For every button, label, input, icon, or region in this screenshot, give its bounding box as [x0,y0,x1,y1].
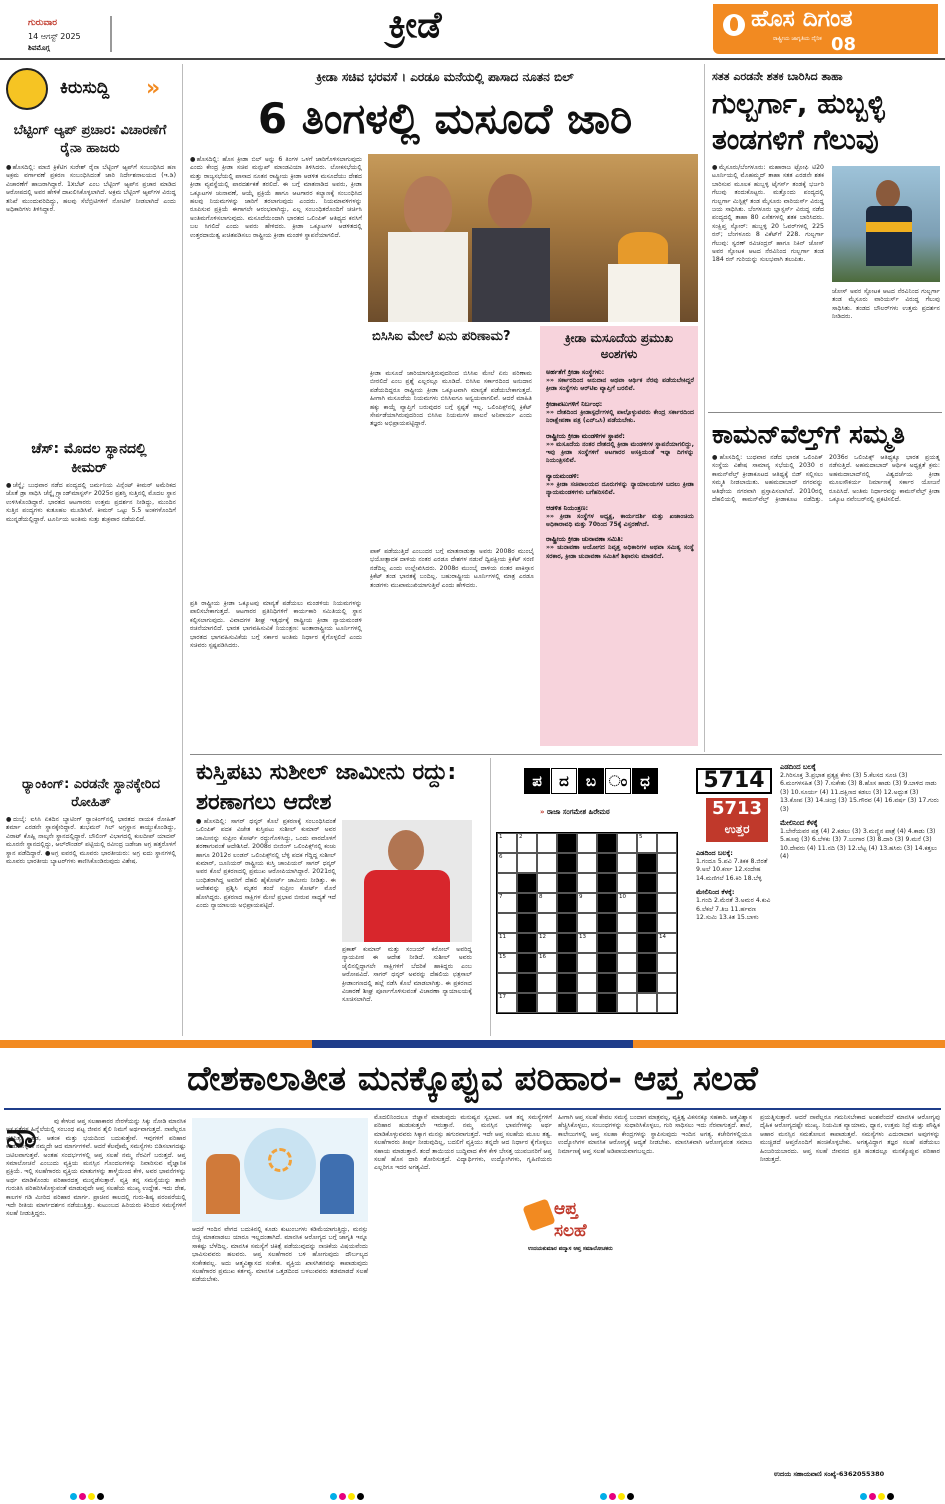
crossword-cell [617,873,637,893]
crossword-cell [577,953,597,973]
crossword-black-cell [557,853,577,873]
feature-col-1: ವು ಕೇಳುವ ಆಪ್ತ ಸಲಹಾಕಾರರ ನೇರಳೆಯನ್ನು ಸಿಕ್ಕು ನೋಡಿ ಮಾನಸಿಕ ಅಸ್ವಸ್ಥತೆಗಳ ಹಿನ್ನೆಲೆಯಲ್ಲಿ ಸಂಬಂಧ ಪಟ್ಟ ಜೀವನ ಶೈಲಿ ನಿಮಗೆ ಅರ್ಥವಾಗುತ್ತದೆ. ನಾವೆಲ್ಲರೂ ಪ್ರತಿನಿತ್ಯ ಒತ್ತಡ, ಆತಂಕ ಮತ್ತು ಭಯದಿಂದ ಬದುಕುತ್ತೇವೆ. ಇವುಗಳಿಗೆ ಪರಿಹಾರ ಕಂಡುಕೊಳ್ಳಲು ನಮ್ಮದೇ ಆದ ಮಾರ್ಗಗಳಿವೆ. ಆದರೆ ಕೆಲವೊಮ್ಮೆ ಸಮಸ್ಯೆಗಳು ಬಿಡಿಸಲಾಗದಷ್ಟು ಜಟಿಲವಾಗುತ್ತವೆ. ಅಂತಹ ಸಂದರ್ಭಗಳಲ್ಲಿ ಆಪ್ತ ಸಲಹೆ ನಮ್ಮ ನೆರವಿಗೆ ಬರುತ್ತದೆ. ಆಪ್ತ ಸಮಾಲೋಚನೆ ಎಂಬುದು ವ್ಯಕ್ತಿಯ ಮನಸ್ಸಿನ ಗೊಂದಲಗಳನ್ನು ನಿವಾರಿಸುವ ವೈಜ್ಞಾನಿಕ ಪ್ರಕ್ರಿಯೆ. ಇಲ್ಲಿ ಸಲಹೆಗಾರರು ವ್ಯಕ್ತಿಯ ಮಾತುಗಳನ್ನು ತಾಳ್ಮೆಯಿಂದ ಕೇಳಿ, ಅವರ ಭಾವನೆಗಳನ್ನು ಅರ್ಥ ಮಾಡಿಕೊಂಡು ಪರಿಹಾರದತ್ತ ಮುನ್ನಡೆಸುತ್ತಾರೆ. ವ್ಯಕ್ತಿ ತನ್ನ ಸಮಸ್ಯೆಯನ್ನು ತಾನೇ ಗುರುತಿಸಿ ಪರಿಹರಿಸಿಕೊಳ್ಳುವಂತೆ ಮಾಡುವುದೇ ಆಪ್ತ ಸಲಹೆಯ ಮುಖ್ಯ ಉದ್ದೇಶ. ಇದು ದೇಶ, ಕಾಲಗಳ ಗಡಿ ಮೀರಿದ ಪರಿಹಾರ ಮಾರ್ಗ. ಪ್ರಾಚೀನ ಕಾಲದಲ್ಲಿ ಗುರು-ಶಿಷ್ಯ ಪರಂಪರೆಯಲ್ಲಿ ಇದೇ ರೀತಿಯ ಮಾರ್ಗದರ್ಶನ ನಡೆಯುತ್ತಿತ್ತು. ಕುಟುಂಬದ ಹಿರಿಯರು ಕಿರಿಯರ ಸಮಸ್ಯೆಗಳಿಗೆ ಸಲಹೆ ನೀಡುತ್ತಿದ್ದರು. [6,1118,186,1218]
answers-block [696,848,774,1036]
section-rule [708,412,942,413]
crossword-cell [617,973,637,993]
crossword-black-cell [517,913,537,933]
crossword-cell [577,833,597,853]
answers-across: 1.ಗಂದೂ 5.ಪವಿ 7.ತಿಕಕ 8.ಜಿರತೆ 9.ಅಲೆ 10.ಕರ್ಣ 12.ಸಂದೇಹ 14.ಮಣಿಗಲೆ 16.ಕಿರಿ 18.ಬೆಳ್ಳಿ [696,858,768,882]
crossword-cell [537,833,557,853]
clues-across: 2.ಗಿರಿಸೂಕ್ತ 3.ಪ್ರಭಾತ ಪ್ರತ್ಯಕ್ಷ ಕೇಳು (3) 5.ಕೆಲಸದ ಸೂಚಿ (3) 6.ಮಂಗಳಸಹಿತ (3) 7.ಸುಕೇತು (3) 8.ಹೊಸ ಹಾಡು (3) 9.ಬಾಳಿದ ನಾಡು (3) 10.ಸೂರ್ಯ (4) 11.ದಕ್ಷಿಣದ ಕಡಲು (3) 12.ಅದ್ಭುತ (3) 13.ಕೋಪ (3) 14.ಚಂದ್ರ (3) 15.ಗೌರವ (4) 16.ವರ್ಷ (3) 17.ಗುರು (3) [780,772,939,813]
feature-dropcap: ನಾ [6,1116,37,1156]
crossword-cell [537,933,557,953]
parliament-photo [368,154,698,322]
crossword-cell-number: 12 [539,934,546,940]
crossword-title-char: ಪ [524,768,550,794]
crossword-cell [657,993,677,1013]
bill-point-head: ಆಡಳಿತ ನಿಯಂತ್ರಣ: [546,503,589,512]
crossword-black-cell [597,953,617,973]
crossword-black-cell [557,833,577,853]
crossword-cell-number: 13 [579,934,586,940]
crossword-title-char: ಧ [632,768,658,794]
crossword-cell [617,853,637,873]
crossword-cell [577,893,597,913]
bill-point-body: »» ಚುನಾವಣಾ ಆಯೋಗದ ನಿವೃತ್ತ ಅಧಿಕಾರಿಗಳ ಅಥವಾ ಸಮಿತ್ಯ ಸಂಸ್ಥೆ ಸರಕಾರ, ಕ್ರೀಡಾ ಚುನಾವಣಾ ಸಮಿತಿಗೆ ಶಿಫಾರಸು ಮಾಡಲಿದೆ. [546,544,694,560]
thumbs-icon [6,68,48,110]
crossword-cell [497,993,517,1013]
crossword-cell [577,853,597,873]
section-title: ಕ್ರೀಡೆ [388,5,442,46]
crossword-cell [657,893,677,913]
kiru-item-2-head: ಚೆಸ್: ಮೊದಲ ಸ್ಥಾನದಲ್ಲಿ ಕೀಮರ್ [31,441,147,476]
crossword-black-cell [637,953,657,973]
crossword-cell [657,853,677,873]
bill-body-1: ●ಹೊಸದಿಲ್ಲಿ: ಹೊಸ ಕ್ರೀಡಾ ಬಿಲ್ ಅನ್ನು 6 ತಿಂಗಳ ಒಳಗೆ ಜಾರಿಗೊಳಿಸಲಾಗುವುದು ಎಂದು ಕೇಂದ್ರ ಕ್ರೀಡಾ ಸಚಿವ ಮನ್ಸುಖ್ ಮಾಂಡವಿಯಾ ತಿಳಿಸಿದರು. ಲೋಕಸಭೆಯಲ್ಲಿ ಮತ್ತು ರಾಜ್ಯಸಭೆಯಲ್ಲಿ ಪಾಸಾದ ನೂತನ ರಾಷ್ಟ್ರೀಯ ಕ್ರೀಡಾ ಆಡಳಿತ ಮಸೂದೆಯು ದೇಶದ ಕ್ರೀಡಾ ವ್ಯವಸ್ಥೆಯಲ್ಲಿ ಪಾರದರ್ಶಕತೆ ತರಲಿದೆ. ಈ ಬಗ್ಗೆ ಮಾತನಾಡಿದ ಅವರು, ಕ್ರೀಡಾ ಒಕ್ಕೂಟಗಳ ಚುನಾವಣೆ, ಆಯ್ಕೆ ಪ್ರಕ್ರಿಯೆ ಹಾಗೂ ಆಟಗಾರರ ಕಲ್ಯಾಣಕ್ಕೆ ಸಂಬಂಧಿಸಿದ ಹಲವು ನಿಯಮಗಳನ್ನು ಜಾರಿಗೆ ತರಲಾಗುವುದು ಎಂದರು. ನಿಯಮಾವಳಿಗಳನ್ನು ರೂಪಿಸುವ ಪ್ರಕ್ರಿಯೆ ಈಗಾಗಲೇ ಆರಂಭವಾಗಿದ್ದು, ಎಲ್ಲ ಸಂಬಂಧಿತರೊಂದಿಗೆ ಚರ್ಚಿಸಿ ಅಂತಿಮಗೊಳಿಸಲಾಗುವುದು. ಮಸೂದೆಯಿಂದಾಗಿ ಭಾರತದ ಒಲಿಂಪಿಕ್ ಆತಿಥ್ಯದ ಕನಸಿಗೆ ಬಲ ಸಿಗಲಿದೆ ಎಂದು ಅವರು ಹೇಳಿದರು. ಕ್ರೀಡಾ ಒಕ್ಕೂಟಗಳ ಆಡಳಿತದಲ್ಲಿ ಉತ್ತರದಾಯಿತ್ವ ಖಚಿತಪಡಿಸಲು ರಾಷ್ಟ್ರೀಯ ಕ್ರೀಡಾ ಮಂಡಳಿ ಸ್ಥಾಪನೆಯಾಗಲಿದೆ. [190,156,362,239]
bill-body-3: ಪಾಕ್ ಪಡೆಯುತ್ತಿದೆ ಎಂಬುದರ ಬಗ್ಗೆ ಮಾತನಾಡುತ್ತಾ ಅವರು 2008ರ ಮುಂಬೈ ಭಯೋತ್ಪಾದಕ ದಾಳಿಯ ನಂತರ ಎರಡೂ ದೇಶಗಳ ನಡುವೆ ದ್ವಿಪಕ್ಷೀಯ ಕ್ರಿಕೆಟ್ ಸರಣಿ ನಡೆದಿಲ್ಲ ಎಂದು ಉಲ್ಲೇಖಿಸಿದರು. 2008ರ ಮುಂಬೈ ದಾಳಿಯ ನಂತರ ಪಾಕಿಸ್ತಾನ ಕ್ರಿಕೆಟ್ ತಂಡ ಭಾರತಕ್ಕೆ ಬಂದಿಲ್ಲ. ಬಹುರಾಷ್ಟ್ರೀಯ ಟೂರ್ನಿಗಳಲ್ಲಿ ಮಾತ್ರ ಎರಡೂ ತಂಡಗಳು ಮುಖಾಮುಖಿಯಾಗುತ್ತಿವೆ ಎಂದು ಹೇಳಿದರು. [370,548,534,589]
crossword-cell [637,993,657,1013]
bill-points-title: ಕ್ರೀಡಾ ಮಸೂದೆಯ ಪ್ರಮುಖ ಅಂಶಗಳು [564,331,674,361]
helpline: ಉದಯ ಸಹಾಯವಾಣಿ ಸಂಖ್ಯೆ-6362055380 [774,1470,885,1478]
crossword-cell [537,873,557,893]
crossword-cell [577,933,597,953]
flame-logo-icon [723,14,745,36]
crossword-black-cell [597,913,617,933]
feature-headline: ದೇಶಕಾಲಾತೀತ ಮನಕ್ಕೊಪ್ಪುವ ಪರಿಹಾರ- ಆಪ್ತ ಸಲಹೆ [187,1059,758,1099]
crossword-author-name: ರಾಜಾ ಸಂಗಮೇಶ ಹಿರೇಮಠ [546,808,610,816]
crossword-black-cell [637,913,657,933]
arrow-icon: » [540,808,545,816]
sushil-body-2: ಪ್ರಕಾಶ್ ಕುಮಾರ್ ಮತ್ತು ಸಂಜಯ್ ಕರೋಲ್ ಅವರಿದ್ದ ನ್ಯಾಯಪೀಠ ಈ ಆದೇಶ ನೀಡಿದೆ. ಸುಶೀಲ್ ಅವರು ಜೈಲಿನಲ್ಲಿದ್ದಾಗಲೇ ಸಾಕ್ಷಿಗಳಿಗೆ ಬೆದರಿಕೆ ಹಾಕಿದ್ದರು ಎಂಬ ಆರೋಪವಿದೆ. ಸಾಗರ್ ಧನ್ಕರ್ ಅವರನ್ನು ದೆಹಲಿಯ ಛತ್ರಸಾಲ್ ಕ್ರೀಡಾಂಗಣದಲ್ಲಿ ಹಲ್ಲೆ ನಡೆಸಿ ಕೊಲೆ ಮಾಡಲಾಗಿತ್ತು. ಈ ಪ್ರಕರಣದ ವಿಚಾರಣೆ ಶೀಘ್ರ ಪೂರ್ಣಗೊಳಿಸುವಂತೆ ವಿಚಾರಣಾ ನ್ಯಾಯಾಲಯಕ್ಕೆ ಸೂಚಿಸಲಾಗಿದೆ. [342,946,472,1004]
commonwealth-body: ●ಹೊಸದಿಲ್ಲಿ: ಬುಧವಾರ ನಡೆದ ಭಾರತ ಒಲಿಂಪಿಕ್ ಸಂಸ್ಥೆಯ ವಿಶೇಷ ಸಾಮಾನ್ಯ ಸಭೆಯಲ್ಲಿ 2030 ರ ಕಾಮನ್‌ವೆಲ್ತ್ ಕ್ರೀಡಾಕೂಟದ ಆತಿಥ್ಯಕ್ಕೆ ಬಿಡ್ ಸಲ್ಲಿಸಲು ಸಮ್ಮತಿ ನೀಡಲಾಯಿತು. ಅಹಮದಾಬಾದ್ ನಗರವನ್ನು ಆತಿಥೇಯ ನಗರವಾಗಿ ಪ್ರಸ್ತಾಪಿಸಲಾಗಿದೆ. 2010ರಲ್ಲಿ ದೆಹಲಿಯಲ್ಲಿ ಕಾಮನ್‌ವೆಲ್ತ್ ಕ್ರೀಡಾಕೂಟ ನಡೆದಿತ್ತು. 2036ರ ಒಲಿಂಪಿಕ್ಸ್ ಆತಿಥ್ಯಕ್ಕೂ ಭಾರತ ಪ್ರಯತ್ನ ನಡೆಸುತ್ತಿದೆ. ಅಹಮದಾಬಾದ್ ಆರ್ಥಿಕ ಅಧ್ಯಕ್ಷತೆ ಕ್ರಮ: ಅಹಮದಾಬಾದ್‌ನಲ್ಲಿ ವಿಶ್ವದರ್ಜೆಯ ಕ್ರೀಡಾ ಮೂಲಸೌಕರ್ಯ ನಿರ್ಮಾಣಕ್ಕೆ ಸರ್ಕಾರ ಯೋಜನೆ ರೂಪಿಸಿದೆ. ಅಂತಿಮ ನಿರ್ಧಾರವನ್ನು ಕಾಮನ್‌ವೆಲ್ತ್ ಕ್ರೀಡಾ ಒಕ್ಕೂಟ ನವೆಂಬರ್‌ನಲ್ಲಿ ಪ್ರಕಟಿಸಲಿದೆ. [712,454,940,504]
crossword-black-cell [637,973,657,993]
date: 14 ಆಗಸ್ಟ್ 2025 [28,32,81,41]
sushil-headline: ಕುಸ್ತಿಪಟು ಸುಶೀಲ್ ಜಾಮೀನು ರದ್ದು: ಶರಣಾಗಲು ಆದೇಶ [196,760,457,815]
crossword-cell [497,833,517,853]
kiru-item-1-body: ●ಹೊಸದಿಲ್ಲಿ: ಮಾಜಿ ಕ್ರಿಕೆಟಿಗ ಸುರೇಶ್ ರೈನಾ ಬೆಟ್ಟಿಂಗ್ ಆ್ಯಪ್‌ಗೆ ಸಂಬಂಧಿಸಿದ ಹಣ ಅಕ್ರಮ ವರ್ಗಾವಣೆ ಪ್ರಕರಣ ಸಂಬಂಧಿಸಿದಂತೆ ಜಾರಿ ನಿರ್ದೇಶನಾಲಯದ (ಇ.ಡಿ) ವಿಚಾರಣೆಗೆ ಹಾಜರಾಗಿದ್ದಾರೆ. 1xಬೆಟ್ ಎಂಬ ಬೆಟ್ಟಿಂಗ್ ಆ್ಯಪ್‌ನ ಪ್ರಚಾರ ಮಾಡಿದ ಆರೋಪದಲ್ಲಿ ಅವರ ಹೇಳಿಕೆ ದಾಖಲಿಸಿಕೊಳ್ಳಲಾಗಿದೆ. ಅಕ್ರಮ ಬೆಟ್ಟಿಂಗ್ ಆ್ಯಪ್‌ಗಳ ವಿರುದ್ಧ ತನಿಖೆ ಮುಂದುವರಿದಿದ್ದು, ಹಲವು ಸೆಲೆಬ್ರಿಟಿಗಳಿಗೆ ನೋಟಿಸ್ ನೀಡಲಾಗಿದೆ ಎಂದು ಅಧಿಕಾರಿಗಳು ತಿಳಿಸಿದ್ದಾರೆ. [6,164,176,214]
answers-across-title: ಎಡದಿಂದ ಬಲಕ್ಕೆ: [696,849,733,857]
crossword-black-cell [637,893,657,913]
answer-label: ಉತ್ತರ [724,822,750,836]
crossword-cell [617,933,637,953]
clues-down: 1.ಬೇರೆಯವರ ಪತ್ರ (4) 2.ಕಡಲು (3) 3.ಮಣ್ಣಿನ ಪಾತ್ರೆ (4) 4.ಕಾಡು (3) 5.ಹೂವು (3) 6.ಬೆಳಕು (3) 7.ಬಂಗಾರ (3) 8.ದಾರಿ (3) 9.ಮನೆ (3) 10.ದೇವರು (4) 11.ನದಿ (3) 12.ಬೆಟ್ಟ (4) 13.ಹಸಿರು (3) 14.ಕತ್ತಲು (4) [780,828,938,861]
crossword-black-cell [517,873,537,893]
masthead-orange-band [713,4,938,54]
crossword-cell [537,913,557,933]
weekday: ಗುರುವಾರ [28,18,58,28]
crossword-cell-number: 10 [619,894,626,900]
kiru-suddi-column [4,64,178,1036]
masthead [0,0,945,58]
clues-block [780,762,940,1036]
crossword-cell [617,893,637,913]
crossword-cell [497,893,517,913]
feature-rule [4,1108,941,1110]
maharaja-body-left: ●ಮೈಸೂರು/ಬೆಂಗಳೂರು: ಮಹಾರಾಜ ಟ್ರೋಫಿ ಟಿ20 ಟೂರ್ನಿಯಲ್ಲಿ ಮೊಹಮ್ಮದ್ ತಾಹಾ ಸತತ ಎರಡನೇ ಶತಕ ಬಾರಿಸುವ ಮೂಲಕ ಹುಬ್ಬಳ್ಳಿ ಟೈಗರ್ಸ್ ತಂಡಕ್ಕೆ ಭರ್ಜರಿ ಗೆಲುವು ತಂದುಕೊಟ್ಟರು. ಮತ್ತೊಂದು ಪಂದ್ಯದಲ್ಲಿ ಗುಲ್ಬರ್ಗಾ ಮಿಸ್ಟಿಕ್ಸ್ ತಂಡ ಮೈಸೂರು ವಾರಿಯರ್ಸ್ ವಿರುದ್ಧ ಜಯ ಸಾಧಿಸಿತು. ಬೆಂಗಳೂರು ಬ್ಲಾಸ್ಟರ್ಸ್ ವಿರುದ್ಧ ನಡೆದ ಪಂದ್ಯದಲ್ಲಿ ತಾಹಾ 80 ಎಸೆತಗಳಲ್ಲಿ ಶತಕ ಬಾರಿಸಿದರು. ಸಂಕ್ಷಿಪ್ತ ಸ್ಕೋರ್: ಹುಬ್ಬಳ್ಳಿ 20 ಓವರ್‌ಗಳಲ್ಲಿ 225 ರನ್; ಬೆಂಗಳೂರು 8 ವಿಕೆಟ್‌ಗೆ 228. ಗುಲ್ಬರ್ಗಾ ಗೆಲುವು: ಸ್ವರಣ್ ರವಿಚಂದ್ರನ್ ಹಾಗೂ ನಿಕಿನ್ ಜೋಸ್ ಅವರ ಸ್ಫೋಟಕ ಆಟದ ನೆರವಿನಿಂದ ಗುಲ್ಬರ್ಗಾ ತಂಡ 184 ರನ್ ಗುರಿಯನ್ನು ಸುಲಭವಾಗಿ ತಲುಪಿತು. [712,164,824,264]
crossword-cell [637,833,657,853]
crossword-cell-number: 14 [659,934,666,940]
feature-col-4: ಹೀಗಾಗಿ ಆಪ್ತ ಸಲಹೆ ಕೇವಲ ಸಮಸ್ಯೆ ಬಂದಾಗ ಮಾತ್ರವಲ್ಲ, ವ್ಯಕ್ತಿತ್ವ ವಿಕಸನಕ್ಕೂ ಸಹಕಾರಿ. ಆತ್ಮವಿಶ್ವಾಸ ಹೆಚ್ಚಿಸಿಕೊಳ್ಳಲು, ಸಂಬಂಧಗಳನ್ನು ಸುಧಾರಿಸಿಕೊಳ್ಳಲು, ಗುರಿ ಸಾಧಿಸಲು ಇದು ನೆರವಾಗುತ್ತದೆ. ಶಾಲೆ, ಕಾಲೇಜುಗಳಲ್ಲಿ ಆಪ್ತ ಸಲಹಾ ಕೇಂದ್ರಗಳನ್ನು ಸ್ಥಾಪಿಸುವುದು ಇಂದಿನ ಅಗತ್ಯ. ಕಚೇರಿಗಳಲ್ಲಿಯೂ ಉದ್ಯೋಗಿಗಳ ಮಾನಸಿಕ ಆರೋಗ್ಯಕ್ಕೆ ಆದ್ಯತೆ ನೀಡಬೇಕು. ಮಾನಸಿಕವಾಗಿ ಆರೋಗ್ಯವಂತ ಸಮಾಜ ನಿರ್ಮಾಣಕ್ಕೆ ಆಪ್ತ ಸಲಹೆ ಅಡಿಪಾಯವಾಗಬಲ್ಲದು. [558,1114,752,1155]
header-rule [0,58,945,60]
crossword-cell-number: 1 [499,834,503,840]
bill-point-body: »» ದೇಶದಿಂದ ಕ್ರೀಡಾಸ್ಪರ್ಧೆಗಳಲ್ಲಿ ಪಾಲ್ಗೊಳ್ಳುವವರು ಕೇಂದ್ರ ಸರ್ಕಾರದಿಂದ ನಿರಾಕ್ಷೇಪಣಾ ಪತ್ರ (ಎನ್‌ಒಸಿ) ಪಡೆಯಬೇಕು. [546,408,694,425]
cricketer-photo [832,166,940,282]
crossword-cell [497,953,517,973]
crossword-black-cell [597,973,617,993]
city: ಶಿವಮೊಗ್ಗ [28,44,50,52]
wrestler-photo [342,820,472,942]
crossword-cell-number: 2 [519,834,523,840]
bill-point-head: ರಾಷ್ಟ್ರೀಯ ಕ್ರೀಡಾ ಮಂಡಳಿಗಳ ಸ್ಥಾಪನೆ: [546,431,625,440]
crossword-black-cell [517,953,537,973]
crossword-cell [497,873,517,893]
crossword-cell-number: 6 [499,854,503,860]
crossword-cell [617,833,637,853]
crossword-black-cell [557,973,577,993]
crossword-black-cell [557,913,577,933]
feature-col-5: ಪ್ರಯತ್ನಿಸುತ್ತಾರೆ. ಆದರೆ ನಾವೆಲ್ಲರೂ ಗಮನಿಸಬೇಕಾದ ಅಂಶವೆಂದರೆ ಮಾನಸಿಕ ಆರೋಗ್ಯವು ದೈಹಿಕ ಆರೋಗ್ಯದಷ್ಟೇ ಮುಖ್ಯ. ನಿಯಮಿತ ವ್ಯಾಯಾಮ, ಧ್ಯಾನ, ಉತ್ತಮ ನಿದ್ರೆ ಮತ್ತು ಪೌಷ್ಟಿಕ ಆಹಾರ ಮನಸ್ಸಿನ ಸಮತೋಲನ ಕಾಪಾಡುತ್ತವೆ. ಸಮಸ್ಯೆಗಳು ಎದುರಾದಾಗ ಅವುಗಳನ್ನು ಮುಚ್ಚಿಡದೆ ಆಪ್ತರೊಂದಿಗೆ ಹಂಚಿಕೊಳ್ಳಬೇಕು. ಅಗತ್ಯವಿದ್ದಾಗ ತಜ್ಞರ ಸಲಹೆ ಪಡೆಯಲು ಹಿಂಜರಿಯಬಾರದು. ಆಪ್ತ ಸಲಹೆ ಜೀವನದ ಪ್ರತಿ ಹಂತದಲ್ಲೂ ಮನಕ್ಕೊಪ್ಪುವ ಪರಿಹಾರ ನೀಡುತ್ತದೆ. [760,1114,940,1164]
column-rule [704,64,705,752]
crossword-cell [517,833,537,853]
crossword-black-cell [597,833,617,853]
crossword-cell-number: 5 [639,834,643,840]
bill-points-list [546,368,694,744]
crossword-cell-number: 16 [539,954,546,960]
crossword-cell [497,913,517,933]
crossword-cell [617,993,637,1013]
crossword-black-cell [517,893,537,913]
page-number: 08 [831,34,857,55]
crossword-cell [497,853,517,873]
bill-point-head: ರಾಷ್ಟ್ರೀಯ ಕ್ರೀಡಾ ಚುನಾವಣಾ ಸಮಿತಿ: [546,535,624,544]
section-rule [190,754,942,755]
badge-sub: ಉದಯಕುಮಾರ ಪದ್ಮಾಸ ಆಪ್ತ ಸಮಾಲೋಚಕರು [528,1246,613,1252]
crossword-cell [657,913,677,933]
crossword-cell [657,873,677,893]
crossword-black-cell [597,853,617,873]
crossword-cell [517,853,537,873]
chevron-icon: » [146,76,161,101]
crossword-cell [657,973,677,993]
crossword-cell [497,973,517,993]
pen-icon [522,1198,555,1231]
crossword-cell [577,873,597,893]
crossword-black-cell [597,893,617,913]
column-rule [182,64,183,1036]
bill-point-head: ನ್ಯಾಯಮಂಡಳಿ: [546,471,580,480]
sushil-body: ●ಹೊಸದಿಲ್ಲಿ: ಸಾಗರ್ ಧನ್ಕರ್ ಕೊಲೆ ಪ್ರಕರಣಕ್ಕೆ ಸಂಬಂಧಿಸಿದಂತೆ ಒಲಿಂಪಿಕ್ ಪದಕ ವಿಜೇತ ಕುಸ್ತಿಪಟು ಸುಶೀಲ್ ಕುಮಾರ್ ಅವರ ಜಾಮೀನನ್ನು ಸುಪ್ರೀಂ ಕೋರ್ಟ್ ರದ್ದುಗೊಳಿಸಿದ್ದು, ಒಂದು ವಾರದೊಳಗೆ ಶರಣಾಗುವಂತೆ ಆದೇಶಿಸಿದೆ. 2008ರ ಬೀಜಿಂಗ್ ಒಲಿಂಪಿಕ್ಸ್‌ನಲ್ಲಿ ಕಂಚು ಹಾಗೂ 2012ರ ಲಂಡನ್ ಒಲಿಂಪಿಕ್ಸ್‌ನಲ್ಲಿ ಬೆಳ್ಳಿ ಪದಕ ಗೆದ್ದಿದ್ದ ಸುಶೀಲ್ ಕುಮಾರ್, ಜೂನಿಯರ್ ರಾಷ್ಟ್ರೀಯ ಕುಸ್ತಿ ಚಾಂಪಿಯನ್ ಸಾಗರ್ ಧನ್ಕರ್ ಅವರ ಕೊಲೆ ಪ್ರಕರಣದಲ್ಲಿ ಪ್ರಮುಖ ಆರೋಪಿಯಾಗಿದ್ದಾರೆ. 2021ರಲ್ಲಿ ಬಂಧಿತರಾಗಿದ್ದ ಅವರಿಗೆ ದೆಹಲಿ ಹೈಕೋರ್ಟ್ ಜಾಮೀನು ನೀಡಿತ್ತು. ಈ ಆದೇಶವನ್ನು ಪ್ರಶ್ನಿಸಿ ಮೃತರ ತಂದೆ ಸುಪ್ರೀಂ ಕೋರ್ಟ್ ಮೊರೆ ಹೋಗಿದ್ದರು. ಪ್ರಕರಣದ ಸಾಕ್ಷಿಗಳ ಮೇಲೆ ಪ್ರಭಾವ ಬೀರುವ ಸಾಧ್ಯತೆ ಇದೆ ಎಂದು ನ್ಯಾಯಾಲಯ ಅಭಿಪ್ರಾಯಪಟ್ಟಿದೆ. [196,818,336,910]
kiru-item-1-head: ಬೆಟ್ಟಿಂಗ್ ಆ್ಯಪ್ ಪ್ರಚಾರ: ವಿಚಾರಣೆಗೆ ರೈನಾ ಹಾಜರು [13,123,167,156]
kiru-title: ಕಿರುಸುದ್ದಿ [60,78,110,98]
crossword-grid [496,832,678,1014]
bill-kicker: ಕ್ರೀಡಾ ಸಚಿವ ಭರವಸೆ । ಎರಡೂ ಮನೆಯಲ್ಲಿ ಪಾಸಾದ ನೂತನ ಬಿಲ್ [316,70,574,84]
answers-down: 1.ಗಂದಿ 2.ಮೆರತೆ 3.ಅಮರ 4.ಕುವಿ 6.ಲೆಕಲೆ 7.ತಿಜ 11.ರ್ಹವಣ 12.ಸುಮಿ 13.ಕಿತ 15.ಬಾಳು [696,897,771,922]
feature-col-3: ಮೊದಲಿನಿಂದಲೂ ಜಿಜ್ಞಾಸೆ ಮಾಡುವುದು ಮನುಷ್ಯನ ಸ್ವಭಾವ. ಆತ ತನ್ನ ಸಮಸ್ಯೆಗಳಿಗೆ ಪರಿಹಾರ ಹುಡುಕುತ್ತಲೇ ಇರುತ್ತಾನೆ. ನಮ್ಮ ಮನಸ್ಸಿನ ಭಾವನೆಗಳನ್ನು ಅರ್ಥ ಮಾಡಿಕೊಳ್ಳುವವರು ಸಿಕ್ಕಾಗ ಮನಸ್ಸು ಹಗುರವಾಗುತ್ತದೆ. ಇದೇ ಆಪ್ತ ಸಲಹೆಯ ಮೂಲ ತತ್ವ. ಸಲಹೆಗಾರರು ತೀರ್ಪು ನೀಡುವುದಿಲ್ಲ, ಬದಲಿಗೆ ವ್ಯಕ್ತಿಯು ತನ್ನದೇ ಆದ ನಿರ್ಧಾರ ಕೈಗೊಳ್ಳಲು ಸಹಾಯ ಮಾಡುತ್ತಾರೆ. ತಂದೆ ತಾಯಿಯರ ಬುದ್ಧಿವಾದ ಕೇಳಿ ಕೇಳಿ ಬೇಸತ್ತ ಯುವಜನರಿಗೆ ಆಪ್ತ ಸಲಹೆ ಹೊಸ ದಾರಿ ತೋರಿಸುತ್ತದೆ. ವಿದ್ಯಾರ್ಥಿಗಳು, ಉದ್ಯೋಗಿಗಳು, ಗೃಹಿಣಿಯರು ಎಲ್ಲರಿಗೂ ಇದರ ಅಗತ್ಯವಿದೆ. [374,1114,552,1172]
kiru-item-2-body: ●ಚೆನ್ನೈ: ಬುಧವಾರ ನಡೆದ ಪಂದ್ಯದಲ್ಲಿ ಜರ್ಮನಿಯ ವಿನ್ಸೆಂಟ್ ಕೀಮರ್ ಅಮೆರಿಕದ ಜೊತೆ ಡ್ರಾ ಸಾಧಿಸಿ ಚೆನ್ನೈ ಗ್ರ್ಯಾಂಡ್‌ಮಾಸ್ಟರ್ಸ್ 2025ರ ಪ್ರಶಸ್ತಿ ಸುತ್ತಿನಲ್ಲಿ ಮೊದಲ ಸ್ಥಾನ ಉಳಿಸಿಕೊಂಡಿದ್ದಾರೆ. ಭಾರತದ ಆಟಗಾರರು ಉತ್ತಮ ಪ್ರದರ್ಶನ ನೀಡಿದ್ದು, ಮುಂದಿನ ಸುತ್ತಿನ ಪಂದ್ಯಗಳು ಕುತೂಹಲ ಮೂಡಿಸಿವೆ. ಕೀಮರ್ ಒಟ್ಟು 5.5 ಅಂಕಗಳೊಂದಿಗೆ ಮುನ್ನಡೆಯಲ್ಲಿದ್ದಾರೆ. ಟೂರ್ನಿಯ ಅಂತಿಮ ಸುತ್ತು ಶುಕ್ರವಾರ ನಡೆಯಲಿದೆ. [6,482,176,523]
crossword-cell [617,913,637,933]
bill-point-head: ಕ್ರೀಡಾಪಟುಗಳಿಗೆ ನಿರ್ಬಂಧ: [546,399,603,408]
answer-box [706,798,768,842]
answer-number: 5713 [711,798,763,819]
bcci-box [368,326,534,544]
crossword-black-cell [557,893,577,913]
crossword-cell [657,833,677,853]
bill-point-body: »» ಕ್ರೀಡಾ ಸಂಸ್ಥೆಗಳ ಅಧ್ಯಕ್ಷ, ಕಾರ್ಯದರ್ಶಿ ಮತ್ತು ಖಜಾಂಚಿಯ ಅಧಿಕಾರಾವಧಿ ಮತ್ತು 70ರಿಂದ 75ಕ್ಕೆ ವಿಸ್ತರಣೆಗಿದೆ. [546,512,694,529]
crossword-black-cell [597,933,617,953]
crossword-black-cell [557,953,577,973]
crossword-author [540,808,610,817]
maharaja-body-right: ಜೋಸ್ ಅವರ ಸ್ಫೋಟಕ ಆಟದ ನೆರವಿನಿಂದ ಗುಲ್ಬರ್ಗಾ ತಂಡ ಮೈಸೂರು ವಾರಿಯರ್ಸ್ ವಿರುದ್ಧ ಗೆಲುವು ಸಾಧಿಸಿತು. ತಂಡದ ಬೌಲರ್‌ಗಳು ಉತ್ತಮ ಪ್ರದರ್ಶನ ನೀಡಿದರು. [832,288,940,321]
bcci-title: ಬಿಸಿಸಿಐ ಮೇಲೆ ಏನು ಪರಿಣಾಮ? [372,329,511,344]
crossword-cell [537,993,557,1013]
crossword-black-cell [597,873,617,893]
bill-points-box [540,326,698,746]
crossword-black-cell [597,993,617,1013]
crossword-cell-number: 7 [499,894,503,900]
maharaja-headline: ಗುಲ್ಬರ್ಗಾ, ಹುಬ್ಬಳ್ಳಿ ತಂಡಗಳಿಗೆ ಗೆಲುವು [712,87,885,156]
crossword-black-cell [557,993,577,1013]
feature-color-bar [0,1040,945,1048]
crossword-black-cell [557,933,577,953]
puzzle-number: 5714 [696,768,772,794]
kiru-item-3-body: ●ದುಬೈ: ಐಸಿಸಿ ಏಕದಿನ ಬ್ಯಾಟಿಂಗ್ ರ‍್ಯಾಂಕಿಂಗ್‌ನಲ್ಲಿ ಭಾರತದ ನಾಯಕ ರೋಹಿತ್ ಶರ್ಮಾ ಎರಡನೇ ಸ್ಥಾನಕ್ಕೇರಿದ್ದಾರೆ. ಶುಭಮನ್ ಗಿಲ್ ಅಗ್ರಸ್ಥಾನ ಕಾಯ್ದುಕೊಂಡಿದ್ದು, ವಿರಾಟ್ ಕೊಹ್ಲಿ ನಾಲ್ಕನೇ ಸ್ಥಾನದಲ್ಲಿದ್ದಾರೆ. ಬೌಲಿಂಗ್ ವಿಭಾಗದಲ್ಲಿ ಕುಲದೀಪ್ ಯಾದವ್ ಮೂರನೇ ಸ್ಥಾನದಲ್ಲಿದ್ದು, ಆಲ್‌ರೌಂಡರ್ ಪಟ್ಟಿಯಲ್ಲಿ ರವೀಂದ್ರ ಜಡೇಜಾ ಅಗ್ರ ಹತ್ತರೊಳಗೆ ಸ್ಥಾನ ಪಡೆದಿದ್ದಾರೆ. ●ಅಗ್ರ ಐವರಲ್ಲಿ ಮೂವರು ಭಾರತೀಯರು: ಅಗ್ರ ಐದು ಸ್ಥಾನಗಳಲ್ಲಿ ಮೂವರು ಭಾರತೀಯ ಬ್ಯಾಟರ್‌ಗಳು ಕಾಣಿಸಿಕೊಂಡಿರುವುದು ವಿಶೇಷ. [6,816,176,866]
crossword-title-char: ಬ [578,768,604,794]
maharaja-kicker: ಸತತ ಎರಡನೇ ಶತಕ ಬಾರಿಸಿದ ತಾಹಾ [712,70,843,83]
bill-body-2: ಪ್ರತಿ ರಾಷ್ಟ್ರೀಯ ಕ್ರೀಡಾ ಒಕ್ಕೂಟವು ಮಾನ್ಯತೆ ಪಡೆಯಲು ಮಂಡಳಿಯ ನಿಯಮಗಳನ್ನು ಪಾಲಿಸಬೇಕಾಗುತ್ತದೆ. ಆಟಗಾರರ ಪ್ರತಿನಿಧಿಗಳಿಗೆ ಕಾರ್ಯಕಾರಿ ಸಮಿತಿಯಲ್ಲಿ ಸ್ಥಾನ ಕಲ್ಪಿಸಲಾಗುವುದು. ವಿವಾದಗಳ ಶೀಘ್ರ ಇತ್ಯರ್ಥಕ್ಕೆ ರಾಷ್ಟ್ರೀಯ ಕ್ರೀಡಾ ನ್ಯಾಯಮಂಡಳಿ ರಚನೆಯಾಗಲಿದೆ. ಭಾರತ ಭಾಗವಹಿಸುವಿಕೆ ನಿಯಂತ್ರಣ: ಅಂತಾರಾಷ್ಟ್ರೀಯ ಟೂರ್ನಿಗಳಲ್ಲಿ ಭಾರತದ ಭಾಗವಹಿಸುವಿಕೆಯ ಬಗ್ಗೆ ಸರ್ಕಾರ ಅಂತಿಮ ನಿರ್ಧಾರ ಕೈಗೊಳ್ಳಲಿದೆ ಎಂದು ಸಚಿವರು ಸ್ಪಷ್ಟಪಡಿಸಿದರು. [190,600,362,650]
answers-down-title: ಮೇಲಿನಿಂದ ಕೆಳಕ್ಕೆ: [696,888,735,897]
crossword-title-char: ಂ [605,768,631,794]
crossword-cell [497,933,517,953]
kiru-badge [4,66,174,114]
crossword-cell-number: 15 [499,954,506,960]
column-rule [490,758,491,1036]
crossword-cell [657,953,677,973]
crossword-black-cell [637,853,657,873]
crossword-title-char: ದ [551,768,577,794]
crossword-cell [577,993,597,1013]
crossword-black-cell [517,993,537,1013]
kiru-item-3-head: ರ‍್ಯಾಂಕಿಂಗ್: ಎರಡನೇ ಸ್ಥಾನಕ್ಕೇರಿದ ರೋಹಿತ್ [22,777,160,810]
crossword-title [524,768,658,792]
bill-headline: 6 ತಿಂಗಳಲ್ಲಿ ಮಸೂದೆ ಜಾರಿ [257,94,633,143]
clues-down-title: ಮೇಲಿನಿಂದ ಕೆಳಕ್ಕೆ [780,819,818,828]
paper-name: ಹೊಸ ದಿಗಂತ [751,6,853,32]
crossword-cell-number: 8 [539,894,543,900]
crossword-black-cell [517,933,537,953]
date-divider [110,16,112,52]
bcci-body: ಕ್ರೀಡಾ ಮಸೂದೆ ಜಾರಿಯಾಗುತ್ತಿರುವುದರಿಂದ ಬಿಸಿಸಿಐ ಮೇಲೆ ಏನು ಪರಿಣಾಮ ಬೀರಲಿದೆ ಎಂಬ ಪ್ರಶ್ನೆ ಎಲ್ಲರಲ್ಲೂ ಮೂಡಿದೆ. ಬಿಸಿಸಿಐ ಸರ್ಕಾರದಿಂದ ಅನುದಾನ ಪಡೆಯದಿದ್ದರೂ ರಾಷ್ಟ್ರೀಯ ಕ್ರೀಡಾ ಒಕ್ಕೂಟವಾಗಿ ಮಾನ್ಯತೆ ಪಡೆಯಬೇಕಾಗುತ್ತದೆ. ಹೀಗಾಗಿ ಮಸೂದೆಯ ನಿಯಮಗಳು ಬಿಸಿಸಿಐಗೂ ಅನ್ವಯವಾಗಲಿವೆ. ಆದರೆ ಮಾಹಿತಿ ಹಕ್ಕು ಕಾಯ್ದೆ ವ್ಯಾಪ್ತಿಗೆ ಬರುವುದರ ಬಗ್ಗೆ ಸ್ಪಷ್ಟತೆ ಇಲ್ಲ. ಒಲಿಂಪಿಕ್ಸ್‌ನಲ್ಲಿ ಕ್ರಿಕೆಟ್ ಸೇರ್ಪಡೆಯಾಗಿರುವುದರಿಂದ ಬಿಸಿಸಿಐ ನಿಯಮಗಳ ಪಾಲನೆ ಅನಿವಾರ್ಯ ಎಂದು ತಜ್ಞರು ಅಭಿಪ್ರಾಯಪಟ್ಟಿದ್ದಾರೆ. [370,370,532,428]
crossword-cell [537,893,557,913]
crossword-cell [617,953,637,973]
bill-point-head: ಅರ್ಹತೆಗೆ ಕ್ರೀಡಾ ಸಂಸ್ಥೆಗಳು: [546,368,605,376]
crossword-cell-number: 9 [579,894,583,900]
feature-col-2: ಆದರೆ ಇಂದಿನ ವೇಗದ ಬದುಕಿನಲ್ಲಿ ಕೂಡು ಕುಟುಂಬಗಳು ಕಡಿಮೆಯಾಗುತ್ತಿದ್ದು, ಮನಸ್ಸು ಬಿಚ್ಚಿ ಮಾತನಾಡಲು ಯಾರೂ ಇಲ್ಲದಂತಾಗಿದೆ. ಮಾನಸಿಕ ಆರೋಗ್ಯದ ಬಗ್ಗೆ ಜಾಗೃತಿ ಇನ್ನೂ ಸಾಕಷ್ಟು ಬೆಳೆದಿಲ್ಲ. ಮಾನಸಿಕ ಸಮಸ್ಯೆಗೆ ಚಿಕಿತ್ಸೆ ಪಡೆಯುವುದನ್ನು ನಾಚಿಕೆಯ ವಿಷಯವೆಂದು ಭಾವಿಸುವವರು ಹಲವರು. ಆಪ್ತ ಸಲಹೆಗಾರರ ಬಳಿ ಹೋಗುವುದು ದೌರ್ಬಲ್ಯದ ಸಂಕೇತವಲ್ಲ. ಅದು ಆತ್ಮವಿಶ್ವಾಸದ ಸಂಕೇತ. ವ್ಯಕ್ತಿಯ ಖಾಸಗಿತನವನ್ನು ಕಾಪಾಡುವುದು ಸಲಹೆಗಾರರ ಪ್ರಮುಖ ಕರ್ತವ್ಯ. ಮಾನಸಿಕ ಒತ್ತಡದಿಂದ ಬಳಲುವವರು ತಡಮಾಡದೆ ಸಲಹೆ ಪಡೆಯಬೇಕು. [192,1226,368,1284]
bill-point-body: »» ಸರ್ಕಾರದಿಂದ ಅನುದಾನ ಅಥವಾ ಆರ್ಥಿಕ ನೆರವು ಪಡೆಯಬೇಕಿದ್ದರೆ ಕ್ರೀಡಾ ಸಂಸ್ಥೆಗಳು ಆರ್‌ಟಿಐ ವ್ಯಾಪ್ತಿಗೆ ಬರಲಿವೆ. [546,377,694,393]
bill-point-body: »» ಕ್ರೀಡಾ ಸಚಿವಾಲಯದ ದೂರುಗಳನ್ನು ನ್ಯಾಯಾಲಯಗಳ ಬದಲು ಕ್ರೀಡಾ ನ್ಯಾಯಮಂಡಳಿಗಳು ಬಗೆಹರಿಸಲಿವೆ. [546,480,694,497]
counselling-illustration [192,1118,368,1222]
crossword-black-cell [517,973,537,993]
crossword-cell [537,953,557,973]
bill-point-body: »» ಮಸೂದೆಯ ನಂತರ ದೇಶದಲ್ಲಿ ಕ್ರೀಡಾ ಮಂಡಳಿಗಳ ಸ್ಥಾಪನೆಯಾಗಲಿದ್ದು, ಇವು ಕ್ರೀಡಾ ಸಂಸ್ಥೆಗಳಿಗೆ ಆಟಗಾರರ ಆಸಕ್ತಿಯಂತೆ ಇನ್ನಾ ದಿಗಳನ್ನು ನಿಯಂತ್ರಿಸಲಿವೆ. [546,440,694,465]
crossword-cell [577,973,597,993]
crossword-black-cell [637,873,657,893]
crossword-cell [577,913,597,933]
clues-across-title: ಎಡದಿಂದ ಬಲಕ್ಕೆ [780,763,816,771]
crossword-black-cell [557,873,577,893]
badge-title: ಆಪ್ತ ಸಲಹೆ [554,1199,587,1241]
crossword-cell [537,973,557,993]
crossword-cell-number: 11 [499,934,506,940]
crossword-cell-number: 17 [499,994,506,1000]
crossword-cell [537,853,557,873]
crossword-black-cell [637,933,657,953]
crossword-cell [657,933,677,953]
paper-tagline: ರಾಷ್ಟ್ರೀಯ ಜಾಗೃತಿಯ ದೈನಿಕ [773,36,822,42]
commonwealth-headline: ಕಾಮನ್‌ವೆಲ್ತ್‌ಗೆ ಸಮ್ಮತಿ [712,420,905,450]
